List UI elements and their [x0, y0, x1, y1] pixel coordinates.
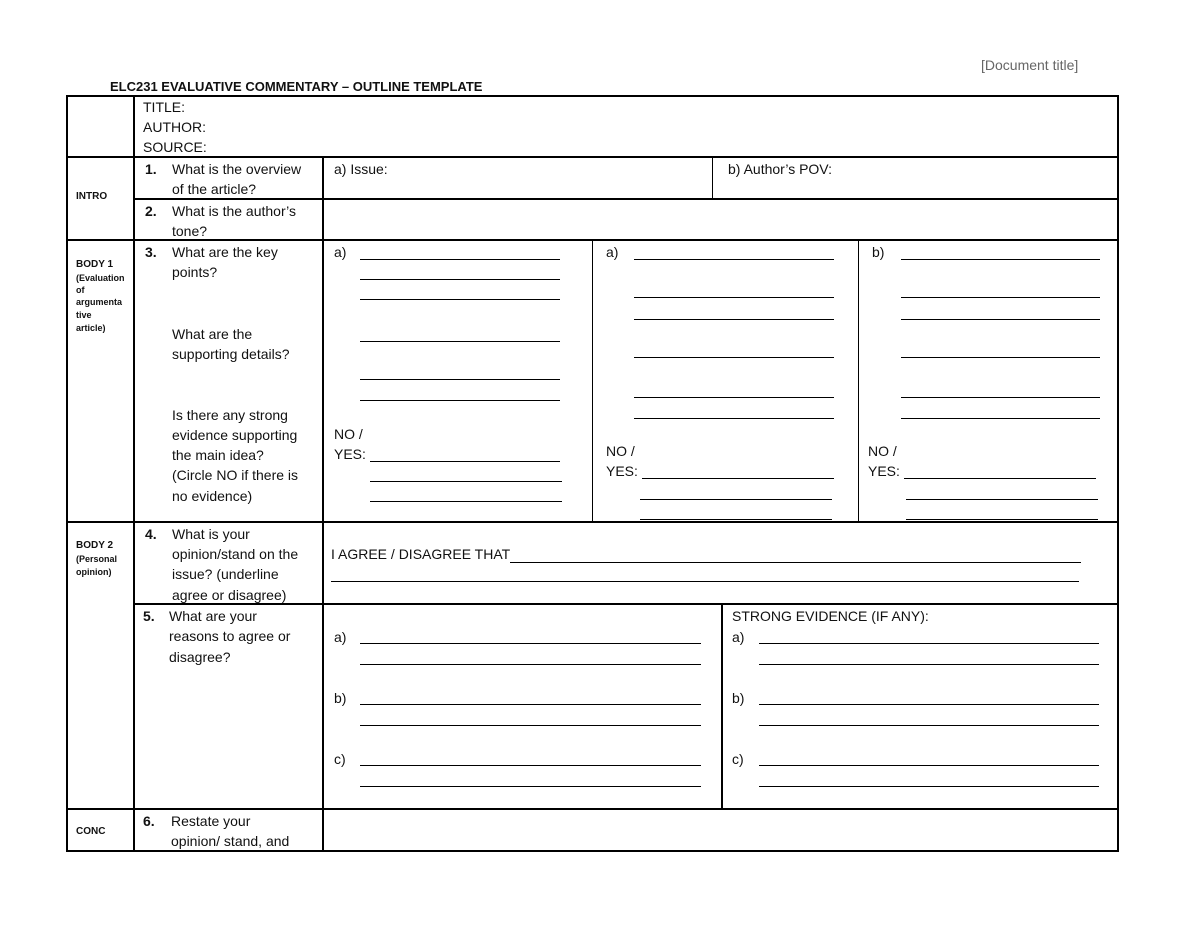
answer-line[interactable]	[759, 725, 1099, 726]
question-number: 4.	[145, 526, 157, 542]
section-body1: BODY 1	[76, 259, 114, 270]
question-5-text: reasons to agree or	[169, 628, 291, 644]
reason-a-label: a)	[334, 629, 347, 645]
no-option[interactable]: NO /	[606, 443, 635, 459]
question-number: 2.	[145, 203, 157, 219]
answer-line[interactable]	[331, 581, 1079, 582]
answer-line[interactable]	[360, 299, 560, 300]
reason-c-label: c)	[334, 751, 346, 767]
answer-line[interactable]	[640, 499, 832, 500]
answer-line[interactable]	[634, 418, 834, 419]
answer-line[interactable]	[904, 478, 1096, 479]
question-5-text: What are your	[169, 608, 257, 624]
grid-line	[67, 156, 1118, 158]
col1-label: a)	[334, 244, 347, 260]
question-3b-text: supporting details?	[172, 346, 290, 362]
answer-line[interactable]	[360, 400, 560, 401]
question-1-text: of the article?	[172, 181, 257, 197]
answer-line[interactable]	[634, 397, 834, 398]
grid-line	[721, 604, 723, 809]
col2-label: a)	[606, 244, 619, 260]
evidence-c-label: c)	[732, 751, 744, 767]
author-label: AUTHOR:	[143, 119, 206, 135]
question-1-text: What is the overview	[172, 161, 302, 177]
answer-line[interactable]	[640, 519, 832, 520]
question-6-text: opinion/ stand, and	[171, 833, 290, 849]
answer-line[interactable]	[759, 765, 1099, 766]
section-body2-sub: (Personal	[76, 554, 118, 564]
section-body2-sub: opinion)	[76, 567, 112, 577]
yes-option[interactable]: YES:	[868, 463, 900, 479]
question-3b-text: What are the	[172, 326, 253, 342]
answer-line[interactable]	[634, 259, 834, 260]
grid-line	[67, 808, 1118, 810]
section-conc: CONC	[76, 826, 106, 837]
answer-line[interactable]	[906, 519, 1098, 520]
no-option[interactable]: NO /	[334, 426, 363, 442]
answer-line[interactable]	[370, 501, 562, 502]
question-3c-text: evidence supporting	[172, 427, 298, 443]
question-6-text: Restate your	[171, 813, 251, 829]
answer-line[interactable]	[759, 786, 1099, 787]
answer-line[interactable]	[634, 357, 834, 358]
section-body1-sub: argumenta	[76, 297, 123, 307]
answer-line[interactable]	[360, 704, 701, 705]
question-4-text: opinion/stand on the	[172, 546, 299, 562]
yes-option[interactable]: YES:	[334, 446, 366, 462]
answer-line[interactable]	[901, 259, 1100, 260]
section-body2: BODY 2	[76, 540, 114, 551]
question-3c-text: no evidence)	[172, 488, 253, 504]
yes-option[interactable]: YES:	[606, 463, 638, 479]
answer-line[interactable]	[360, 765, 701, 766]
grid-line	[133, 96, 135, 851]
section-intro: INTRO	[76, 191, 108, 202]
answer-line[interactable]	[360, 725, 701, 726]
answer-line[interactable]	[906, 499, 1098, 500]
issue-field[interactable]: a) Issue:	[334, 161, 388, 177]
question-number: 1.	[145, 161, 157, 177]
question-4-text: What is your	[172, 526, 250, 542]
question-number: 5.	[143, 608, 155, 624]
answer-line[interactable]	[634, 319, 834, 320]
grid-line	[592, 240, 593, 522]
grid-line	[712, 157, 713, 199]
answer-line[interactable]	[510, 562, 1081, 563]
answer-line[interactable]	[901, 418, 1100, 419]
answer-line[interactable]	[759, 704, 1099, 705]
question-3c-text: Is there any strong	[172, 407, 288, 423]
question-4-text: agree or disagree)	[172, 587, 287, 603]
question-3-text: points?	[172, 264, 218, 280]
question-2-text: tone?	[172, 223, 208, 239]
answer-line[interactable]	[360, 664, 701, 665]
answer-line[interactable]	[360, 643, 701, 644]
answer-line[interactable]	[360, 786, 701, 787]
pov-field[interactable]: b) Author’s POV:	[728, 161, 833, 177]
section-body1-sub: of	[76, 285, 85, 295]
section-body1-sub: (Evaluation	[76, 273, 125, 283]
question-3-text: What are the key	[172, 244, 278, 260]
question-2-text: What is the author’s	[172, 203, 296, 219]
answer-line[interactable]	[759, 643, 1099, 644]
answer-line[interactable]	[370, 461, 560, 462]
section-body1-sub: article)	[76, 323, 106, 333]
question-5-text: disagree?	[169, 649, 231, 665]
grid-line	[322, 157, 324, 851]
agree-statement[interactable]: I AGREE / DISAGREE THAT	[331, 546, 511, 562]
strong-evidence-label: STRONG EVIDENCE (IF ANY):	[732, 608, 929, 624]
answer-line[interactable]	[901, 297, 1100, 298]
answer-line[interactable]	[901, 319, 1100, 320]
evidence-b-label: b)	[732, 690, 745, 706]
template-heading: ELC231 EVALUATIVE COMMENTARY – OUTLINE TEMPLATE	[110, 79, 483, 94]
col3-label: b)	[872, 244, 885, 260]
document-title: [Document title]	[981, 57, 1079, 73]
answer-line[interactable]	[634, 297, 834, 298]
answer-line[interactable]	[360, 279, 560, 280]
question-3c-text: the main idea?	[172, 447, 264, 463]
answer-line[interactable]	[360, 259, 560, 260]
question-number: 3.	[145, 244, 157, 260]
answer-line[interactable]	[370, 481, 562, 482]
grid-line	[858, 240, 859, 522]
answer-line[interactable]	[759, 664, 1099, 665]
answer-line[interactable]	[360, 341, 560, 342]
answer-line[interactable]	[901, 397, 1100, 398]
answer-line[interactable]	[360, 379, 560, 380]
reason-b-label: b)	[334, 690, 347, 706]
question-number: 6.	[143, 813, 155, 829]
question-3c-text: (Circle NO if there is	[172, 467, 299, 483]
source-label: SOURCE:	[143, 139, 207, 155]
section-body1-sub: tive	[76, 310, 92, 320]
answer-line[interactable]	[901, 357, 1100, 358]
grid-line	[134, 198, 1118, 200]
answer-line[interactable]	[642, 478, 834, 479]
question-4-text: issue? (underline	[172, 566, 279, 582]
evidence-a-label: a)	[732, 629, 745, 645]
no-option[interactable]: NO /	[868, 443, 897, 459]
title-label: TITLE:	[143, 99, 186, 115]
